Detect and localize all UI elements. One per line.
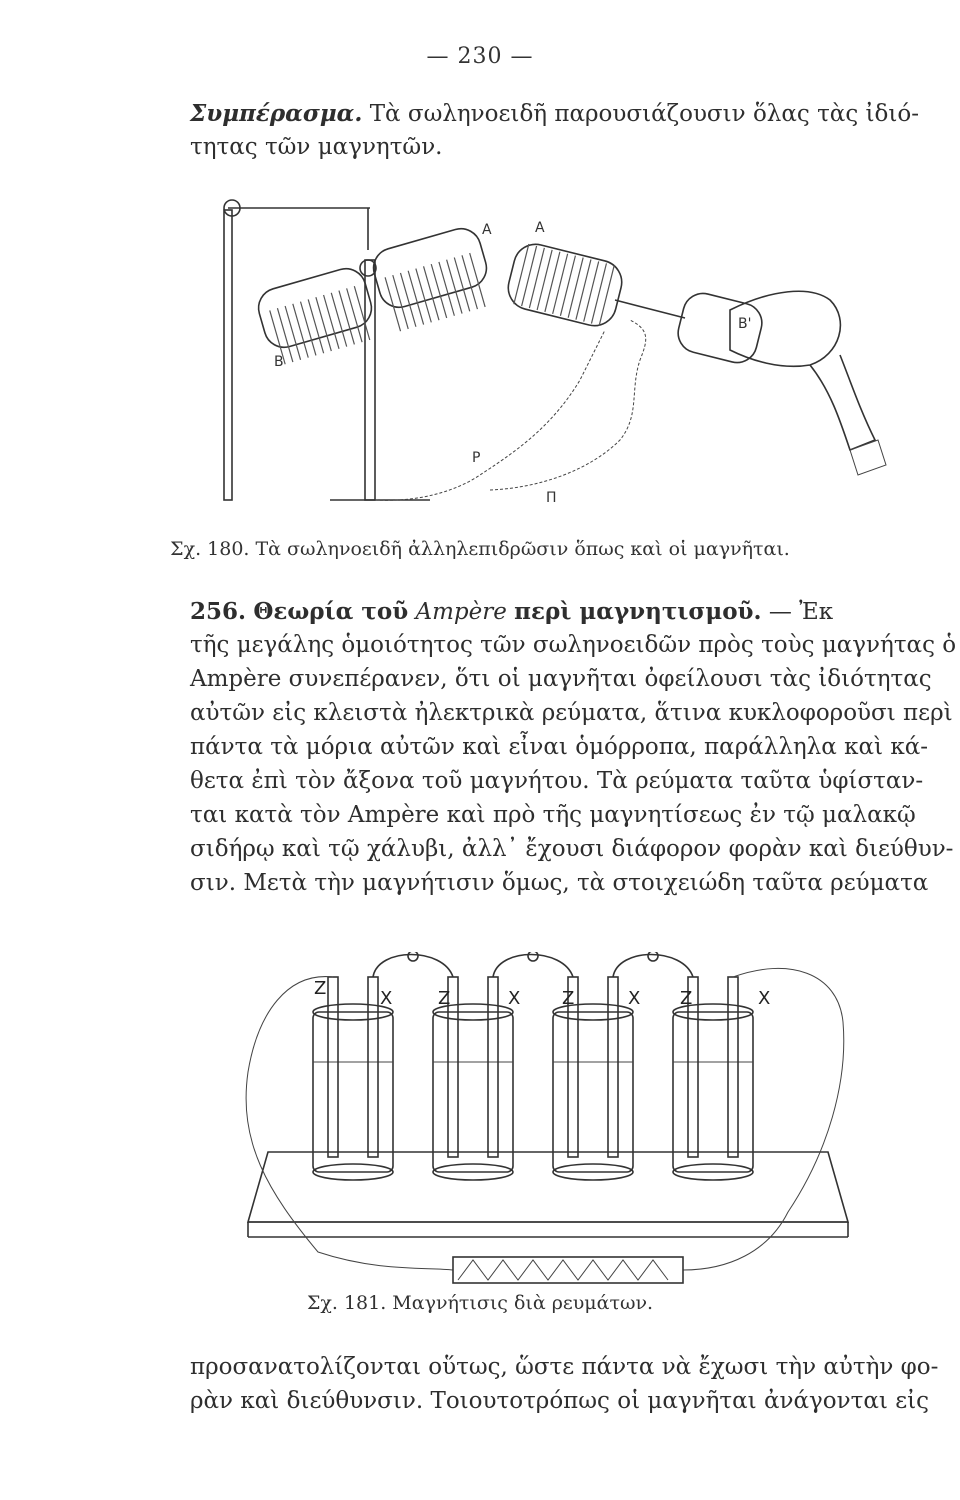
cell-1-z-label: Z xyxy=(314,978,327,999)
section-title-post: περὶ μαγνητισμοῦ. xyxy=(514,598,762,625)
conclusion-text-1: Τὰ σωληνοειδῆ παρουσιάζουσιν ὅλας τὰς ἰδιό- xyxy=(369,101,920,127)
cell-4-z-label: Z xyxy=(680,988,693,1009)
continuation-line-2: ρὰν καὶ διεύθυνσιν. Τοιουτοτρόπως οἱ μαγνῆται ἀνάγονται εἰς xyxy=(190,1388,930,1414)
battery-cell xyxy=(673,977,770,1180)
conclusion-label: Συμπέρασμα. xyxy=(190,100,363,127)
label-b-left: B xyxy=(274,354,284,370)
page-number: — 230 — xyxy=(426,44,534,69)
circuit-wire xyxy=(246,968,844,1270)
cell-connectors xyxy=(373,952,693,977)
cell-2-x-label: X xyxy=(508,988,521,1009)
section-256-line-5: πάντα τὰ μόρια αὐτῶν καὶ εἶναι ὁμόρροπα, παράλληλα καὶ κά- xyxy=(190,734,929,760)
figure-180-caption: Σχ. 180. Τὰ σωληνοειδῆ ἀλληλεπιδρῶσιν ὅπως καὶ οἱ μαγνῆται. xyxy=(170,538,790,560)
figure-181-illustration xyxy=(228,952,868,1292)
figure-181-caption: Σχ. 181. Μαγνήτισις διὰ ρευμάτων. xyxy=(306,1292,654,1314)
cell-3-x-label: X xyxy=(628,988,641,1009)
battery-cell xyxy=(553,977,640,1180)
connecting-wires xyxy=(375,320,646,506)
label-a-right: A xyxy=(535,220,545,236)
cell-1-x-label: X xyxy=(380,988,393,1009)
section-256-line-6: θετα ἐπὶ τὸν ἄξονα τοῦ μαγνήτου. Τὰ ρεύματα ταῦτα ὑφίσταν- xyxy=(190,768,924,794)
section-title-name: Ampère xyxy=(415,599,507,625)
cell-3-z-label: Z xyxy=(562,988,575,1009)
conclusion-line-2: τητας τῶν μαγνητῶν. xyxy=(190,134,443,160)
battery-cell xyxy=(433,977,520,1180)
label-p: P xyxy=(472,450,481,466)
figure-180-illustration xyxy=(210,190,890,530)
section-256-line-9: σιν. Μετὰ τὴν μαγνήτισιν ὅμως, τὰ στοιχειώδη ταῦτα ρεύματα xyxy=(190,870,929,896)
conclusion-line-1 xyxy=(190,100,930,129)
hand-held-solenoid xyxy=(504,220,886,475)
section-line-1-rest: — Ἐκ xyxy=(768,599,834,625)
battery-cell xyxy=(313,977,393,1180)
magnetizing-coil xyxy=(453,1257,683,1283)
section-256-line-3: Ampère συνεπέρανεν, ὅτι οἱ μαγνῆται ὀφείλουσι τὰς ἰδιότητας xyxy=(190,666,932,692)
section-256-line-7: ται κατὰ τὸν Ampère καὶ πρὸ τῆς μαγνητίσεως ἐν τῷ μαλακῷ xyxy=(190,802,916,828)
section-256-line-4: αὐτῶν εἰς κλειστὰ ἠλεκτρικὰ ρεύματα, ἅτινα κυκλοφοροῦσι περὶ xyxy=(190,700,953,726)
suspended-solenoid xyxy=(254,222,492,370)
section-title-pre: Θεωρία τοῦ xyxy=(253,598,409,625)
section-256-line-1 xyxy=(190,598,930,627)
section-number: 256. xyxy=(190,598,247,625)
section-256-line-8: σιδήρῳ καὶ τῷ χάλυβι, ἀλλ᾽ ἔχουσι διάφορον φορὰν καὶ διεύθυν- xyxy=(190,836,954,862)
cell-4-x-label: X xyxy=(758,988,771,1009)
continuation-line-1: προσανατολίζονται οὕτως, ὥστε πάντα νὰ ἔχωσι τὴν αὐτὴν φο- xyxy=(190,1354,939,1380)
label-a-left: A xyxy=(482,222,492,238)
label-pi: Π xyxy=(546,490,557,506)
label-b-right: B' xyxy=(738,316,752,332)
section-256-line-2: τῆς μεγάλης ὁμοιότητος τῶν σωληνοειδῶν πρὸς τοὺς μαγνήτας ὁ xyxy=(190,632,957,658)
battery-cells xyxy=(313,977,770,1180)
cell-2-z-label: Z xyxy=(438,988,451,1009)
